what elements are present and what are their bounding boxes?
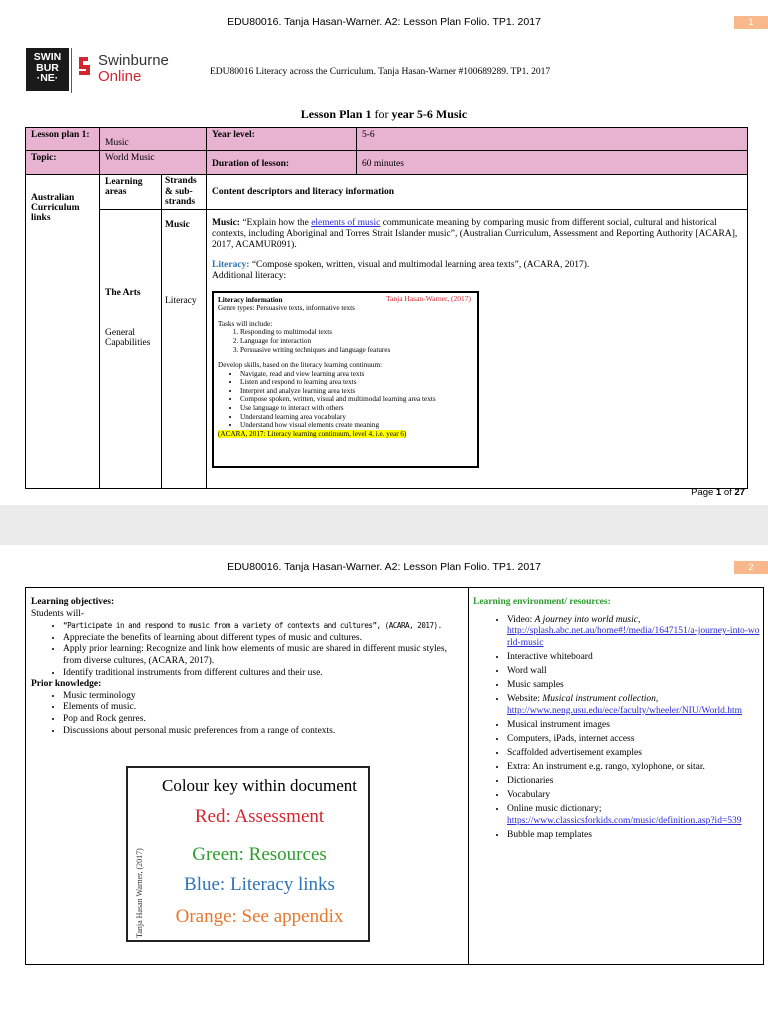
lesson-plan-value: Music xyxy=(100,128,207,151)
list-item xyxy=(63,620,463,633)
page-number-badge: 2 xyxy=(734,561,768,574)
footer-of-label: of xyxy=(721,487,735,498)
resources-section xyxy=(473,597,761,844)
lesson-plan-table xyxy=(25,127,748,489)
column-divider xyxy=(468,587,469,965)
the-arts-label: The Arts xyxy=(105,287,141,298)
page-number-badge: 1 xyxy=(734,16,768,29)
list-item: • Musical instrument images xyxy=(507,720,761,732)
content-descriptors-cell xyxy=(207,209,748,488)
continuum-citation: (ACARA, 2017: Literacy learning continuum, level 4, i.e. year 6) xyxy=(218,429,407,438)
logo-line: BUR xyxy=(36,61,59,74)
logo-word-swinburne: Swinburne xyxy=(98,52,169,69)
lesson-plan-label: Lesson plan 1: xyxy=(26,128,100,151)
year-level-label: Year level: xyxy=(207,128,357,151)
author-signature: Tanja Hasan-Warner, (2017) xyxy=(386,293,471,303)
list-item: 2. Language for interaction xyxy=(240,337,473,346)
topic-label: Topic: xyxy=(26,151,100,175)
logo-word-online: Online xyxy=(98,68,142,85)
logo-line: ·NE· xyxy=(36,72,59,84)
website-title: Musical instrument collection xyxy=(542,694,656,705)
list-item: • Understand how visual elements create meaning xyxy=(240,421,473,430)
footer-page-label: Page xyxy=(691,487,716,498)
side-signature-text: Tanja Hasan Warner, (2017) xyxy=(135,848,144,938)
prior-knowledge-list xyxy=(31,691,463,737)
resources-list xyxy=(473,615,761,842)
list-item: • Apply prior learning: Recognize and link how elements of music are shared in different music styles, from diverse cultures, (ACARA, 2017). xyxy=(63,644,463,667)
title-prefix: Lesson Plan 1 xyxy=(300,107,372,121)
music-strand: Music xyxy=(165,219,190,230)
title-connector: for xyxy=(371,107,392,121)
topic-value: World Music xyxy=(100,151,207,175)
list-item: • Elements of music. xyxy=(63,702,463,714)
footer-page-number: 1 xyxy=(715,487,722,498)
list-item: • Compose spoken, written, visual and multimodal learning area texts xyxy=(240,395,473,404)
music-descriptor xyxy=(212,218,743,252)
year-level-value: 5-6 xyxy=(357,128,748,151)
objective-text: “Participate in and respond to music from a variety of contexts and cultures”, (ACARA, 2017). xyxy=(63,621,442,631)
literacy-descriptor-text: “Compose spoken, written, visual and multimodal learning area texts”, (ACARA, 2017). xyxy=(249,259,590,270)
music-descriptor-text: communicate meaning by comparing music from different social, cultural and historical contexts, including Aboriginal and Torres Strait Islander music”, (Australian Curriculum, Assessment and Reporting Authority [ACARA], 2017, ACAMUR091). xyxy=(212,217,738,251)
general-capabilities-label: General Capabilities xyxy=(105,327,151,348)
list-item: • Listen and respond to learning area texts xyxy=(240,378,473,387)
list-item: • Interactive whiteboard xyxy=(507,652,761,664)
duration-value: 60 minutes xyxy=(357,151,748,175)
resource-punctuation: , xyxy=(637,614,641,625)
literacy-strand: Literacy xyxy=(165,295,197,306)
page-header: EDU80016. Tanja Hasan-Warner. A2: Lesson Plan Folio. TP1. 2017 xyxy=(227,561,541,573)
page-header: EDU80016. Tanja Hasan-Warner. A2: Lesson Plan Folio. TP1. 2017 xyxy=(227,16,541,28)
curriculum-links-label: Australian Curriculum links xyxy=(26,175,100,489)
colour-key-red: Red: Assessment xyxy=(194,806,325,827)
prior-knowledge-heading: Prior knowledge: xyxy=(31,679,102,690)
list-item: • Navigate, read and view learning area texts xyxy=(240,370,473,379)
colour-key-green: Green: Resources xyxy=(192,844,327,865)
page-gap xyxy=(0,505,768,545)
logo-divider xyxy=(71,48,72,93)
list-item: • Pop and Rock genres. xyxy=(63,714,463,726)
strands-cell xyxy=(162,209,207,488)
logo-line: SWIN xyxy=(33,51,62,63)
title-suffix: year 5-6 Music xyxy=(391,107,468,121)
list-item: 1. Responding to multimodal texts xyxy=(240,328,473,337)
tasks-list xyxy=(218,328,473,354)
dictionary-link[interactable]: https://www.classicsforkids.com/music/definition.asp?id=539 xyxy=(507,816,742,826)
colour-key-blue: Blue: Literacy links xyxy=(184,874,335,895)
objectives-list xyxy=(31,620,463,679)
list-item: • Identify traditional instruments from different cultures and their use. xyxy=(63,668,463,680)
music-descriptor-label: Music: xyxy=(212,217,240,228)
resources-heading: Learning environment/ resources: xyxy=(473,597,611,607)
list-item: • Extra: An instrument e.g. rango, xylophone, or sitar. xyxy=(507,762,761,774)
footer-total-pages: 27 xyxy=(734,487,745,498)
objectives-heading: Learning objectives: xyxy=(31,597,115,607)
elements-of-music-link[interactable]: elements of music xyxy=(311,217,381,228)
swinburne-brand-icon xyxy=(77,55,92,77)
develop-skills-heading: Develop skills, based on the literacy learning continuum: xyxy=(218,361,383,370)
tasks-heading: Tasks will include: xyxy=(218,319,273,328)
list-item: • Computers, iPads, internet access xyxy=(507,734,761,746)
literacy-box-title: Literacy information xyxy=(218,295,283,304)
list-item: 3. Persuasive writing techniques and language features xyxy=(240,346,473,355)
list-item xyxy=(507,615,761,650)
list-item: • Dictionaries xyxy=(507,776,761,788)
literacy-descriptor xyxy=(212,260,743,271)
list-item: • Appreciate the benefits of learning about different types of music and cultures. xyxy=(63,633,463,645)
skills-list xyxy=(218,370,473,430)
list-item: • Vocabulary xyxy=(507,790,761,802)
resource-punctuation: , xyxy=(655,694,659,705)
students-will-label: Students will- xyxy=(31,608,85,619)
colour-key-orange: Orange: See appendix xyxy=(175,906,344,927)
list-item xyxy=(507,804,761,827)
page-footer xyxy=(640,487,745,498)
list-item: • Music samples xyxy=(507,680,761,692)
learning-areas-header: Learning areas xyxy=(100,175,162,210)
list-item xyxy=(507,694,761,717)
list-item: • Understand learning area vocabulary xyxy=(240,413,473,422)
list-item: • Use language to interact with others xyxy=(240,404,473,413)
learning-areas-cell xyxy=(100,209,162,488)
page-title xyxy=(0,107,768,122)
resource-label: Website: xyxy=(507,694,543,705)
list-item: • Word wall xyxy=(507,666,761,678)
course-subheader: EDU80016 Literacy across the Curriculum. Tanja Hasan-Warner #100689289. TP1. 2017 xyxy=(210,67,551,77)
learning-objectives-section xyxy=(31,597,463,737)
resource-label: Online music dictionary; xyxy=(507,804,602,815)
swinburne-wordmark xyxy=(98,53,169,85)
video-title: A journey into world music xyxy=(534,614,638,625)
swinburne-logo-mark xyxy=(26,48,69,91)
literacy-label: Literacy: xyxy=(212,259,250,270)
music-descriptor-text: “Explain how the xyxy=(239,217,312,228)
video-link[interactable]: http://splash.abc.net.au/home#!/media/1647151/a-journey-into-world-music xyxy=(507,626,760,648)
list-item: • Interpret and analyze learning area texts xyxy=(240,387,473,396)
genre-types: Genre types: Persuasive texts, informative texts xyxy=(218,304,355,313)
list-item: • Scaffolded advertisement examples xyxy=(507,748,761,760)
resource-label: Video: xyxy=(507,614,535,625)
list-item: • Music terminology xyxy=(63,691,463,703)
additional-literacy-label: Additional literacy: xyxy=(212,271,287,282)
website-link[interactable]: http://www.neng.usu.edu/ece/faculty/wheeler/NIU/World.htm xyxy=(507,705,742,716)
list-item: • Bubble map templates xyxy=(507,830,761,842)
colour-key-side-signature xyxy=(128,770,150,940)
list-item: • Discussions about personal music preferences from a range of contexts. xyxy=(63,726,463,738)
content-descriptors-header: Content descriptors and literacy information xyxy=(207,175,748,210)
colour-key-title: Colour key within document xyxy=(161,776,357,795)
strands-header: Strands & sub-strands xyxy=(162,175,207,210)
duration-label: Duration of lesson: xyxy=(207,151,357,175)
literacy-information-box xyxy=(212,291,479,468)
